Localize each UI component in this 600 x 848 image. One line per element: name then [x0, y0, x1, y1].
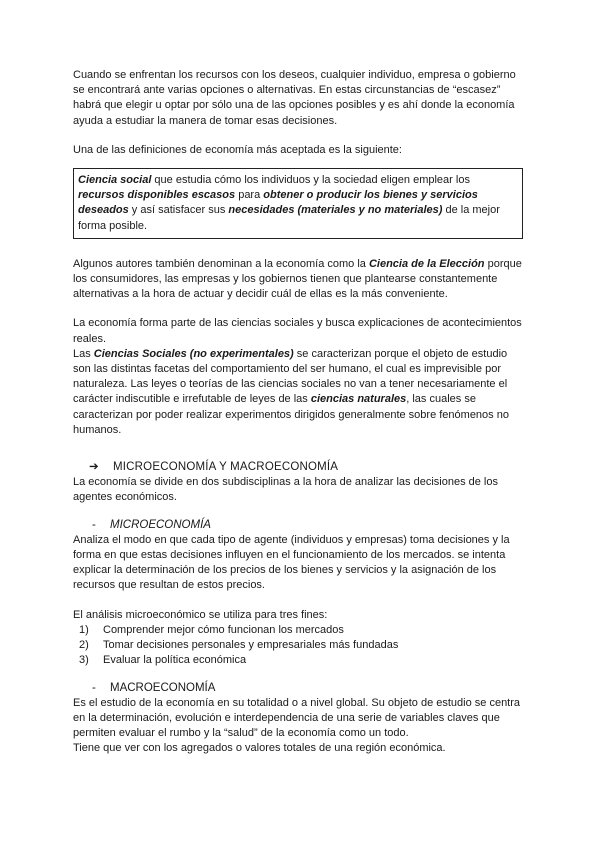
micro-body: Analiza el modo en que cada tipo de agente (individuos y empresas) toma decisiones y la forma en que estas decisiones influyen en el funcionamiento de los mercados. se intenta explicar la determinación de los precios de los bienes y servicios y la asignación de los recursos que resultan de estos precios.: [73, 533, 510, 592]
def-term-necesidades: necesidades (materiales y no materiales): [228, 204, 443, 217]
list-number: 3): [79, 654, 89, 667]
list-text: Tomar decisiones personales y empresariales más fundadas: [103, 639, 399, 652]
macro-body-2: Tiene que ver con los agregados o valores totales de una región económica.: [73, 742, 446, 755]
def-term-recursos: recursos disponibles escasos: [78, 189, 236, 202]
list-text: Evaluar la política económica: [103, 654, 247, 667]
text: , las cuales se caracterizan por poder realizar experimentos dirigidos generalmente sobre fenómenos no humanos.: [73, 393, 509, 436]
text: porque los consumidores, las empresas y los gobiernos tienen que plantearse constantemente alternativas a la hora de actuar y decidir cuál de ellas es la más conveniente.: [73, 257, 522, 301]
micro-list-intro: El análisis microeconómico se utiliza para tres fines:: [73, 608, 328, 621]
sociales-paragraph-1: La economía forma parte de las ciencias sociales y busca explicaciones de acontecimientos reales.: [73, 317, 522, 345]
definition-lead: Una de las definiciones de economía más aceptada es la siguiente:: [73, 143, 402, 156]
text: Algunos autores también denominan a la economía como la: [73, 257, 369, 270]
text: se caracterizan porque el objeto de estudio son las distintas facetas del comportamiento del ser humano, el cual es imprevisible por naturaleza. Las leyes o teorías de las ciencias sociales no van a tener necesariamente el carácter indiscutible e irrefutable de leyes de las: [73, 347, 508, 406]
def-text: y así satisfacer sus: [128, 204, 229, 217]
dash-bullet: -: [92, 518, 96, 531]
def-term-ciencia-social: Ciencia social: [78, 174, 152, 187]
list-text: Comprender mejor cómo funcionan los mercados: [103, 623, 344, 636]
section-intro: La economía se divide en dos subdisciplinas a la hora de analizar las decisiones de los agentes económicos.: [73, 476, 498, 504]
micro-list: [73, 623, 523, 669]
list-number: 1): [79, 623, 89, 636]
macro-title: MACROECONOMÍA: [110, 681, 216, 694]
section-title: MICROECONOMÍA Y MACROECONOMÍA: [113, 461, 339, 474]
def-term-obtener: obtener o producir los bienes y servicios deseados: [78, 189, 478, 217]
list-number: 2): [79, 639, 89, 652]
def-text: para: [235, 189, 264, 202]
definition-box: [73, 168, 523, 239]
macro-body: Es el estudio de la economía en su totalidad o a nivel global. Su objeto de estudio se centra en la determinación, evolución e interdependencia de una serie de variables claves que permiten evaluar el rumbo y la “salud” de la economía como un todo.: [73, 696, 521, 740]
list-item: [73, 653, 523, 668]
list-item: [73, 638, 523, 653]
sociales-paragraph-2: [73, 347, 523, 438]
dash-bullet: -: [92, 681, 96, 694]
eleccion-paragraph: [73, 257, 523, 303]
term-ciencia-eleccion: Ciencia de la Elección: [368, 257, 485, 270]
document-page: [73, 68, 523, 757]
arrow-icon: ➔: [89, 461, 99, 474]
macro-heading: [73, 681, 523, 696]
section-heading: [73, 460, 523, 475]
def-text: de la mejor forma posible.: [78, 204, 500, 232]
list-item: [73, 623, 523, 638]
term-ciencias-sociales: Ciencias Sociales (no experimentales): [93, 347, 294, 360]
micro-title: MICROECONOMÍA: [110, 518, 211, 531]
def-text: que estudia cómo los individuos y la sociedad eligen emplear los: [151, 174, 470, 187]
term-ciencias-naturales: ciencias naturales: [310, 393, 407, 406]
micro-heading: [73, 518, 523, 533]
text: Las: [73, 347, 94, 360]
intro-paragraph: Cuando se enfrentan los recursos con los deseos, cualquier individuo, empresa o gobierno se encontrará ante varias opciones o alternativas. En estas circunstancias de “escasez” habrá que elegir u optar por sólo una de las opciones posibles y es ahí donde la economía ayuda a estudiar la manera de tomar esas decisiones.: [73, 69, 516, 127]
